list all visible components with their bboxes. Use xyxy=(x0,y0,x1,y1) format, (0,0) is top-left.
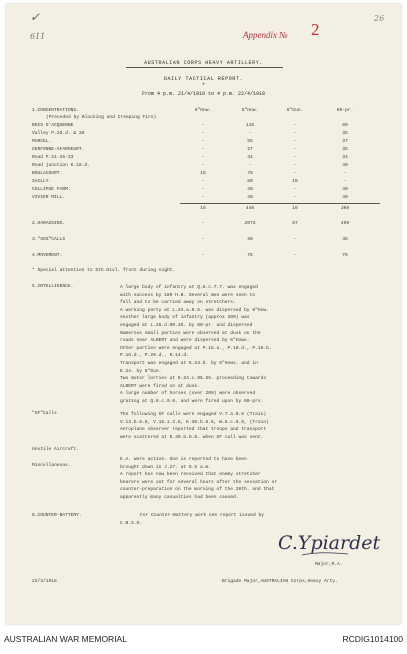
row-name: COLLIPUE FARM. xyxy=(32,187,71,192)
cell: 76 xyxy=(247,253,253,258)
section-harassing: 2.HARASSING. xyxy=(32,221,66,226)
text-line: Aeroplane observer reported that troops and transport xyxy=(120,427,267,433)
cell: - xyxy=(201,195,205,200)
cell: - xyxy=(201,253,205,258)
cell: - xyxy=(201,131,205,136)
text-line: A report has now been received that enemy stretcher xyxy=(120,472,261,478)
cell: - xyxy=(343,171,347,176)
cell: - xyxy=(201,163,205,168)
text-line: grazing at Q.8.c.0.6. and were fired upon by 60-prs. xyxy=(120,398,264,404)
check-mark: ✓ xyxy=(30,10,41,24)
cell: - xyxy=(293,237,297,242)
text-line: ALBERT were fired on at dusk. xyxy=(120,383,200,389)
text-line: apparently many casualties had been caused. xyxy=(120,494,239,500)
text-line: K.24. by 6"Gun. xyxy=(120,368,162,374)
total-cell: 369 xyxy=(340,206,350,211)
report-period: From 4 p.m. 21/4/1918 to 4 p.m. 22/4/1918 xyxy=(141,91,266,97)
section-miscellaneous: Miscellaneous. xyxy=(32,463,71,468)
text-line: Another large body of infantry (approx 200) was xyxy=(120,315,250,321)
row-name: MARCEL. xyxy=(32,139,52,144)
subtitle-ornament: * xyxy=(201,82,206,89)
cell: - xyxy=(201,221,205,226)
cell: - xyxy=(201,187,205,192)
cell: - xyxy=(293,131,297,136)
row-name: BOIS D'ACQUENNE xyxy=(32,123,74,128)
text-line: engaged at L.28.d.00.35. by 60-pr. and dispersed xyxy=(120,322,253,328)
cell: 67 xyxy=(292,221,298,226)
text-line: Two motor lorries at K.24.c.95.55. proceeding towards xyxy=(120,376,267,382)
row-name: BOULACOURT. xyxy=(32,171,63,176)
cell: 44 xyxy=(247,155,253,160)
row-name: CERFONNE-AFAROEURT. xyxy=(32,147,85,152)
section-intelligence: 5.INTELLIGENCE. xyxy=(32,284,74,289)
cell: 40 xyxy=(342,187,348,192)
cell: - xyxy=(201,179,205,184)
cell: 55 xyxy=(247,139,253,144)
cell: - xyxy=(293,139,297,144)
cell: 16 xyxy=(292,179,298,184)
cell: 40 xyxy=(247,195,253,200)
cell: - xyxy=(293,171,297,176)
row-name: Road P.21-26-33 xyxy=(32,155,74,160)
cell: 469 xyxy=(340,221,350,226)
cell: - xyxy=(293,253,297,258)
cell: 115 xyxy=(245,123,255,128)
text-line: Transport was engaged at K.24.b. by 6"Hows. and in xyxy=(120,360,258,366)
text-line: bearers were out for several hours after the sessation or xyxy=(120,479,278,485)
special-note: * Special attention to 5th.Divl. front during night. xyxy=(32,268,176,273)
appendix-number: 2 xyxy=(311,20,320,39)
cell: 40 xyxy=(247,187,253,192)
text-line: roads near ALBERT and were dispersed by 6"Hows. xyxy=(120,338,250,344)
report-title: AUSTRALIAN CORPS HEAVY ARTILLERY. xyxy=(144,60,263,66)
signature: C.Ypiardet xyxy=(278,532,381,554)
cell: 35 xyxy=(342,147,348,152)
page-number: 26 xyxy=(374,14,385,23)
footer-id: RCDIG1014100 xyxy=(342,634,403,644)
counter-battery-text2: C.B.S.O. xyxy=(120,521,143,526)
text-line: P.16.d., P.20.d., K.14.d. xyxy=(120,353,189,359)
cell: - xyxy=(201,139,205,144)
text-line: A working party at L.34.a.0.6. was dispersed by 6"How. xyxy=(120,307,269,313)
total-cell: 16 xyxy=(200,206,206,211)
cell: 35 xyxy=(342,131,348,136)
text-line: The following GF calls were engaged V.7.a.9.8 (Train) xyxy=(120,412,267,417)
signature-rank: Major,R.A. xyxy=(315,562,343,567)
cell: 46 xyxy=(342,237,348,242)
cell: - xyxy=(201,155,205,160)
section-concentrations: 1.CONCENTRATIONS. xyxy=(32,108,79,113)
section-hostile-aircraft: Hostile Aircraft. xyxy=(32,447,79,452)
cell: 76 xyxy=(342,253,348,258)
cell: - xyxy=(201,147,205,152)
cell: - xyxy=(293,163,297,168)
margin-number: 611 xyxy=(30,32,46,41)
section-gf-calls: "GF"Calls xyxy=(32,411,57,416)
cell: - xyxy=(248,163,252,168)
intelligence-body xyxy=(120,284,272,406)
cell: 78 xyxy=(247,171,253,176)
text-line: brought down in J.27. at 8.5 a.m. xyxy=(120,464,211,470)
counter-battery-text: For Counter-Battery work see report issued by xyxy=(140,513,265,518)
cell: 16 xyxy=(200,171,206,176)
section-sos-calls: 3."SOS"CALLS xyxy=(32,237,66,242)
text-line: E.A. were active. One is reported to have been xyxy=(120,457,247,462)
row-name: Road junction K.18.d. xyxy=(32,163,90,168)
cell: 80 xyxy=(247,179,253,184)
column-header: 6"Gun. xyxy=(286,108,304,113)
section-note: (Preceded by Blocking and Creeping Fire) xyxy=(46,115,157,120)
signature-flourish xyxy=(300,551,350,557)
text-line: counter-preparation on the morning of the 20th. and that xyxy=(120,487,275,493)
cell: - xyxy=(293,195,297,200)
cell: - xyxy=(248,131,252,136)
cell: - xyxy=(201,123,205,128)
total-cell: 446 xyxy=(245,206,255,211)
section-movement: 4.MOVEMENT. xyxy=(32,253,63,258)
text-line: were scattered at K.30.b.8.8. when GF call was sent. xyxy=(120,434,264,440)
text-line: Other parties were engaged at P.15.a., P.10.d., P.16.b. xyxy=(120,345,272,351)
text-line: Numerous small parties were observed at dusk on the xyxy=(120,330,261,336)
text-line: fall and to be carried away on stretchers. xyxy=(120,300,236,306)
cell: 80 xyxy=(342,123,348,128)
row-name: Valley P.26.d. & 30 xyxy=(32,131,85,136)
cell: 37 xyxy=(342,139,348,144)
text-line: A large body of infantry at Q.8.c.7.7. was engaged xyxy=(120,285,258,290)
appendix-label: Appendix № xyxy=(243,30,288,40)
miscellaneous-body xyxy=(120,456,277,502)
signature-title: Brigade Major,AUSTRALIAN Corps,Heavy Arty. xyxy=(222,579,338,584)
text-line: with success by 180 H.B. Several men were seen to xyxy=(120,292,256,298)
cell: 2073 xyxy=(244,221,256,226)
cell: - xyxy=(293,187,297,192)
total-cell: 16 xyxy=(292,206,298,211)
column-header: 8"How. xyxy=(241,108,259,113)
cell: - xyxy=(293,155,297,160)
row-name: SAILLY. xyxy=(32,179,52,184)
cell: 27 xyxy=(247,147,253,152)
section-counter-battery: 6.COUNTER-BATTERY. xyxy=(32,513,82,518)
footer-credit: AUSTRALIAN WAR MEMORIAL xyxy=(4,634,127,644)
report-subtitle: DAILY TACTICAL REPORT. xyxy=(163,76,244,82)
column-header: 6"How. xyxy=(194,108,212,113)
gf-calls-body xyxy=(120,411,269,441)
cell: 40 xyxy=(342,163,348,168)
cell: - xyxy=(293,147,297,152)
cell: - xyxy=(293,123,297,128)
text-line: V.13.b.8.8, V.18.1.2.8, K.30.b.8.8, W.8.c.8.8, (Train) xyxy=(120,419,269,425)
date-stamp: 22/4/1918 xyxy=(32,579,57,584)
cell: 34 xyxy=(342,155,348,160)
cell: 30 xyxy=(247,237,253,242)
cell: - xyxy=(201,237,205,242)
cell: - xyxy=(343,179,347,184)
text-line: A large number of horses (over 200) were observed xyxy=(120,391,256,397)
row-name: VIVIER MILL. xyxy=(32,195,66,200)
column-header: 60-pr. xyxy=(336,108,354,113)
cell: 40 xyxy=(342,195,348,200)
